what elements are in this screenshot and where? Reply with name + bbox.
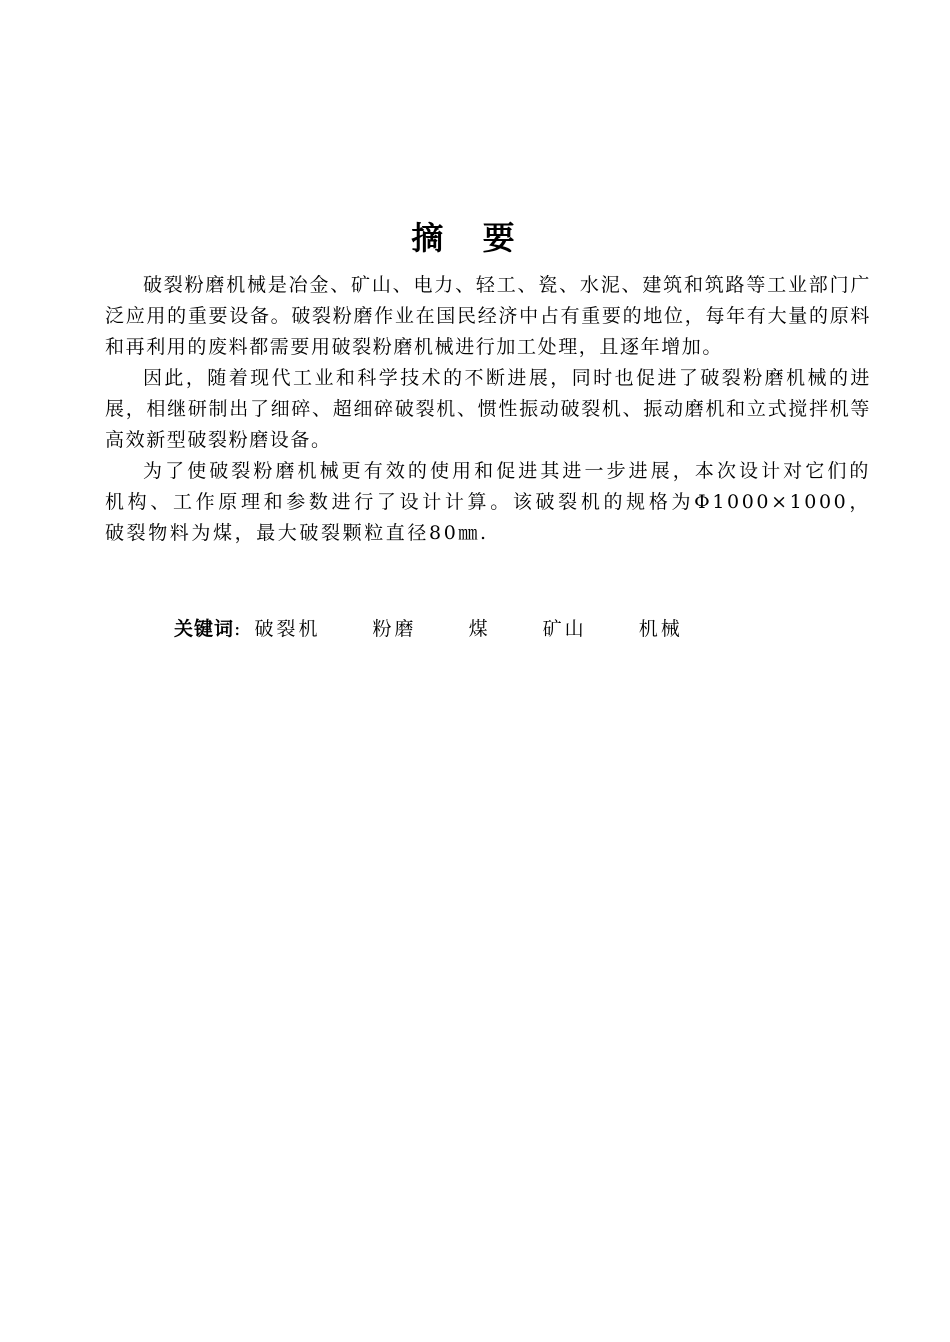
abstract-paragraph-1: 破裂粉磨机械是冶金、矿山、电力、轻工、瓷、水泥、建筑和筑路等工业部门广泛应用的重要设备。破裂粉磨作业在国民经济中占有重要的地位，每年有大量的原料和再利用的废料都需要用破裂粉磨机械进行加工处理，且逐年增加。: [105, 274, 871, 358]
abstract-paragraph-3: 为了使破裂粉磨机械更有效的使用和促进其进一步进展，本次设计对它们的机构、工作原理和参数进行了设计计算。该破裂机的规格为Φ1000×1000， 破裂物料为煤，最大破裂颗粒直径80㎜.: [105, 460, 871, 544]
keyword-item: 矿山: [542, 618, 587, 640]
keywords-label: 关键词: [174, 618, 235, 640]
keyword-item: 煤: [468, 618, 491, 640]
keyword-item: 机械: [638, 618, 683, 640]
keywords-line: [174, 614, 874, 645]
keyword-item: 破裂机: [254, 618, 321, 640]
abstract-body: [105, 270, 871, 549]
abstract-paragraph-2: 因此，随着现代工业和科学技术的不断进展，同时也促进了破裂粉磨机械的进展，相继研制出了细碎、超细碎破裂机、惯性振动破裂机、振动磨机和立式搅拌机等高效新型破裂粉磨设备。: [105, 367, 871, 451]
abstract-title: 摘 要: [411, 219, 529, 257]
keywords-colon: :: [234, 618, 241, 640]
keyword-item: 粉磨: [372, 618, 417, 640]
